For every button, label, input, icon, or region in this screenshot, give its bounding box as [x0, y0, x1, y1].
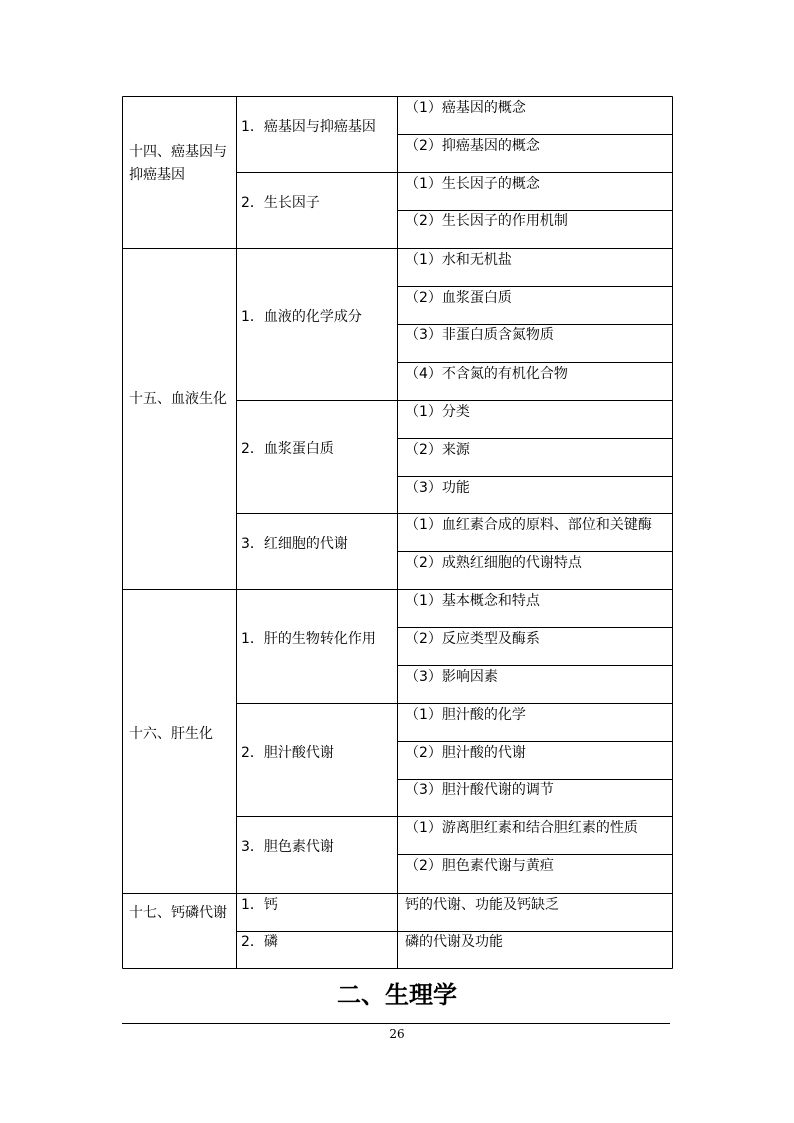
item-text: （1）水和无机盐	[405, 252, 512, 268]
item-text: （2）抑癌基因的概念	[405, 138, 540, 154]
topic-label: 1．癌基因与抑癌基因	[241, 119, 376, 135]
topic-label: 2．胆汁酸代谢	[241, 745, 334, 761]
item-text: （1）血红素合成的原料、部位和关键酶	[405, 517, 652, 533]
item-text: （2）来源	[405, 442, 470, 458]
item-text: （3）非蛋白质含氮物质	[405, 327, 554, 343]
item-text: （2）生长因子的作用机制	[405, 213, 568, 229]
topic-label: 1．血液的化学成分	[241, 309, 362, 325]
item-text: （2）反应类型及酶系	[405, 631, 540, 647]
item-text: （2）胆色素代谢与黄疸	[405, 858, 554, 874]
item-text: （1）胆汁酸的化学	[405, 707, 526, 723]
item-text: （1）分类	[405, 404, 470, 420]
item-text: （2）胆汁酸的代谢	[405, 745, 526, 761]
topic-label: 2．生长因子	[241, 195, 320, 211]
section-title: 十四、癌基因与抑癌基因	[129, 144, 227, 183]
item-text: 磷的代谢及功能	[405, 934, 503, 950]
item-text: （3）胆汁酸代谢的调节	[405, 782, 554, 798]
topic-label: 1．钙	[241, 897, 278, 913]
item-text: （2）成熟红细胞的代谢特点	[405, 555, 582, 571]
topic-label: 1．肝的生物转化作用	[241, 631, 376, 647]
topic-label: 3．红细胞的代谢	[241, 536, 348, 552]
item-text: （1）基本概念和特点	[405, 593, 540, 609]
footer-divider	[122, 1023, 670, 1024]
item-text: （2）血浆蛋白质	[405, 290, 512, 306]
topic-label: 3．胆色素代谢	[241, 839, 334, 855]
item-text: 钙的代谢、功能及钙缺乏	[405, 897, 559, 913]
section-title: 十七、钙磷代谢	[129, 905, 227, 921]
page-number: 26	[389, 1027, 405, 1041]
chapter-heading: 二、生理学	[337, 980, 457, 1009]
section-title: 十五、血液生化	[129, 391, 227, 407]
item-text: （4）不含氮的有机化合物	[405, 366, 568, 382]
item-text: （1）游离胆红素和结合胆红素的性质	[405, 820, 638, 836]
item-text: （3）功能	[405, 480, 470, 496]
item-text: （3）影响因素	[405, 669, 498, 685]
item-text: （1）生长因子的概念	[405, 176, 540, 192]
section-title: 十六、肝生化	[129, 726, 213, 742]
topic-label: 2．磷	[241, 934, 278, 950]
item-text: （1）癌基因的概念	[405, 100, 526, 116]
topic-label: 2．血浆蛋白质	[241, 441, 334, 457]
